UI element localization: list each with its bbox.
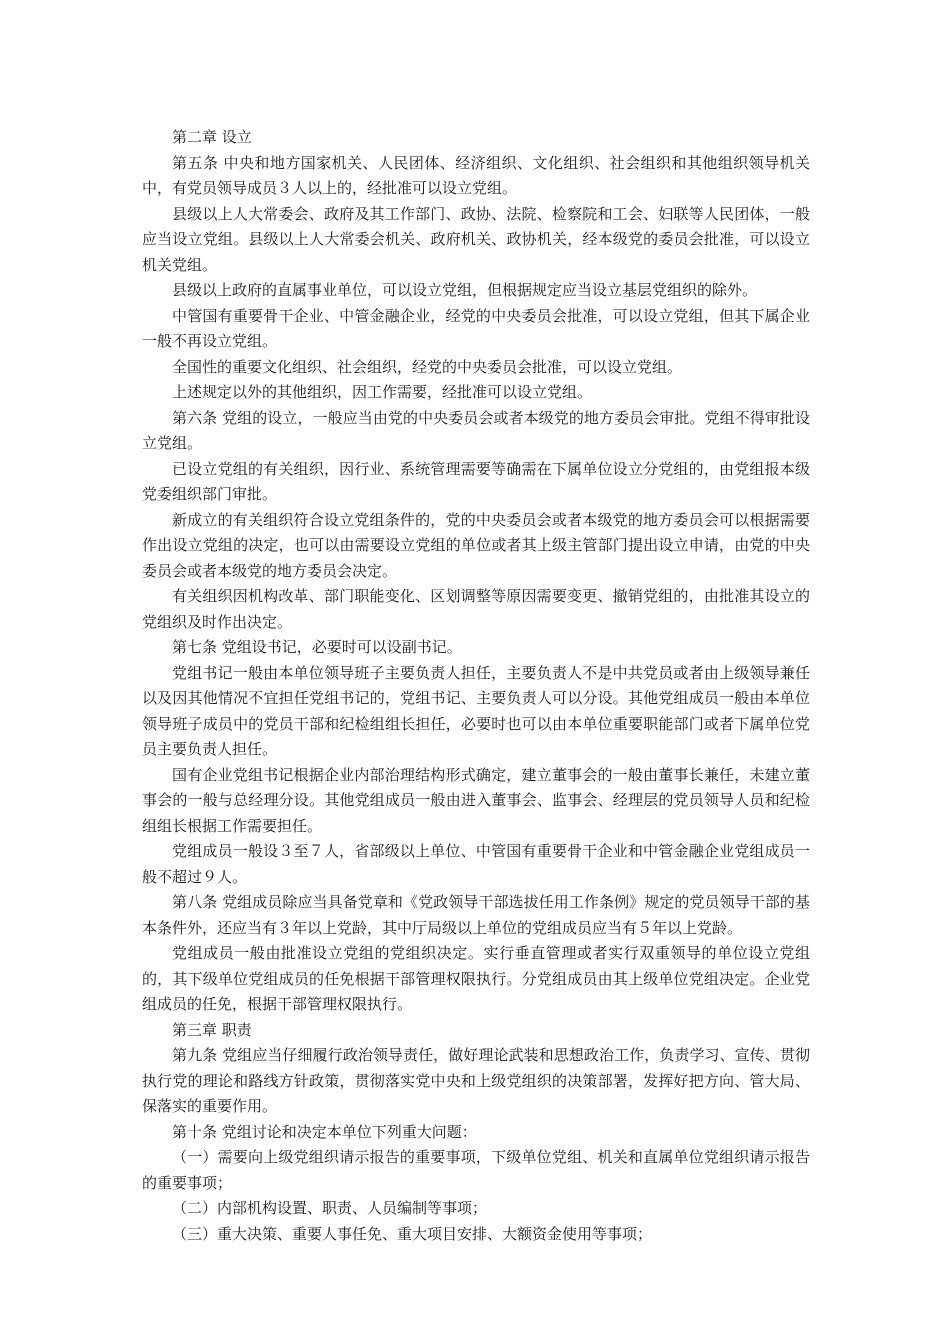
document-paragraph: 中管国有重要骨干企业、中管金融企业，经党的中央委员会批准，可以设立党组，但其下属企业一般不再设立党组。: [142, 306, 810, 350]
document-paragraph: 第二章 设立: [172, 128, 252, 146]
document-paragraph: 第七条 党组设书记，必要时可以设副书记。: [172, 638, 462, 656]
document-paragraph: （二）内部机构设置、职责、人员编制等事项；: [172, 1199, 488, 1217]
document-paragraph: 党组书记一般由本单位领导班子主要负责人担任，主要负责人不是中共党员或者由上级领导兼任以及因其他情况不宜担任党组书记的，党组书记、主要负责人可以分设。其他党组成员一般由本单位领导班子成员中的党员干部和纪检组组长担任，必要时也可以由本单位重要职能部门或者下属单位党员主要负责人担任。: [142, 663, 810, 758]
document-paragraph: 第六条 党组的设立，一般应当由党的中央委员会或者本级党的地方委员会审批。党组不得审批设立党组。: [142, 408, 810, 452]
document-paragraph: 党组成员一般设３至７人，省部级以上单位、中管国有重要骨干企业和中管金融企业党组成员一般不超过９人。: [142, 842, 810, 886]
document-paragraph: 第八条 党组成员除应当具备党章和《党政领导干部选拔任用工作条例》规定的党员领导干部的基本条件外，还应当有３年以上党龄，其中厅局级以上单位的党组成员应当有５年以上党龄。: [142, 893, 810, 937]
document-paragraph: 第五条 中央和地方国家机关、人民团体、经济组织、文化组织、社会组织和其他组织领导机关中，有党员领导成员３人以上的，经批准可以设立党组。: [142, 153, 810, 197]
document-paragraph: （三）重大决策、重要人事任免、重大项目安排、大额资金使用等事项；: [172, 1224, 653, 1243]
document-paragraph: 有关组织因机构改革、部门职能变化、区划调整等原因需要变更、撤销党组的，由批准其设立的党组织及时作出决定。: [142, 587, 810, 631]
document-paragraph: 上述规定以外的其他组织，因工作需要，经批准可以设立党组。: [172, 383, 593, 401]
document-body: [142, 125, 810, 1247]
document-paragraph: 第十条 党组讨论和决定本单位下列重大问题：: [172, 1122, 477, 1141]
document-paragraph: 第三章 职责: [172, 1020, 252, 1039]
document-paragraph: 县级以上政府的直属事业单位，可以设立党组，但根据规定应当设立基层党组织的除外。: [172, 281, 758, 299]
document-paragraph: （一）需要向上级党组织请示报告的重要事项，下级单位党组、机关和直属单位党组织请示报告的重要事项；: [142, 1148, 810, 1192]
document-paragraph: 已设立党组的有关组织，因行业、系统管理需要等确需在下属单位设立分党组的，由党组报本级党委组织部门审批。: [142, 459, 810, 503]
document-paragraph: 新成立的有关组织符合设立党组条件的，党的中央委员会或者本级党的地方委员会可以根据需要作出设立党组的决定，也可以由需要设立党组的单位或者其上级主管部门提出设立申请，由党的中央委员会或者本级党的地方委员会决定。: [142, 510, 810, 580]
document-paragraph: 县级以上人大常委会、政府及其工作部门、政协、法院、检察院和工会、妇联等人民团体，一般应当设立党组。县级以上人大常委会机关、政府机关、政协机关，经本级党的委员会批准，可以设立机关党组。: [142, 204, 810, 274]
document-paragraph: 全国性的重要文化组织、社会组织，经党的中央委员会批准，可以设立党组。: [172, 357, 683, 376]
document-paragraph: 国有企业党组书记根据企业内部治理结构形式确定，建立董事会的一般由董事长兼任，未建立董事会的一般与总经理分设。其他党组成员一般由进入董事会、监事会、经理层的党员领导人员和纪检组组长根据工作需要担任。: [142, 765, 810, 835]
document-paragraph: 党组成员一般由批准设立党组的党组织决定。实行垂直管理或者实行双重领导的单位设立党组的，其下级单位党组成员的任免根据干部管理权限执行。分党组成员由其上级单位党组决定。企业党组成员的任免，根据干部管理权限执行。: [142, 944, 810, 1013]
document-paragraph: 第九条 党组应当仔细履行政治领导责任，做好理论武装和思想政治工作，负责学习、宣传、贯彻执行党的理论和路线方针政策，贯彻落实党中央和上级党组织的决策部署，发挥好把方向、管大局、保落实的重要作用。: [142, 1046, 810, 1115]
